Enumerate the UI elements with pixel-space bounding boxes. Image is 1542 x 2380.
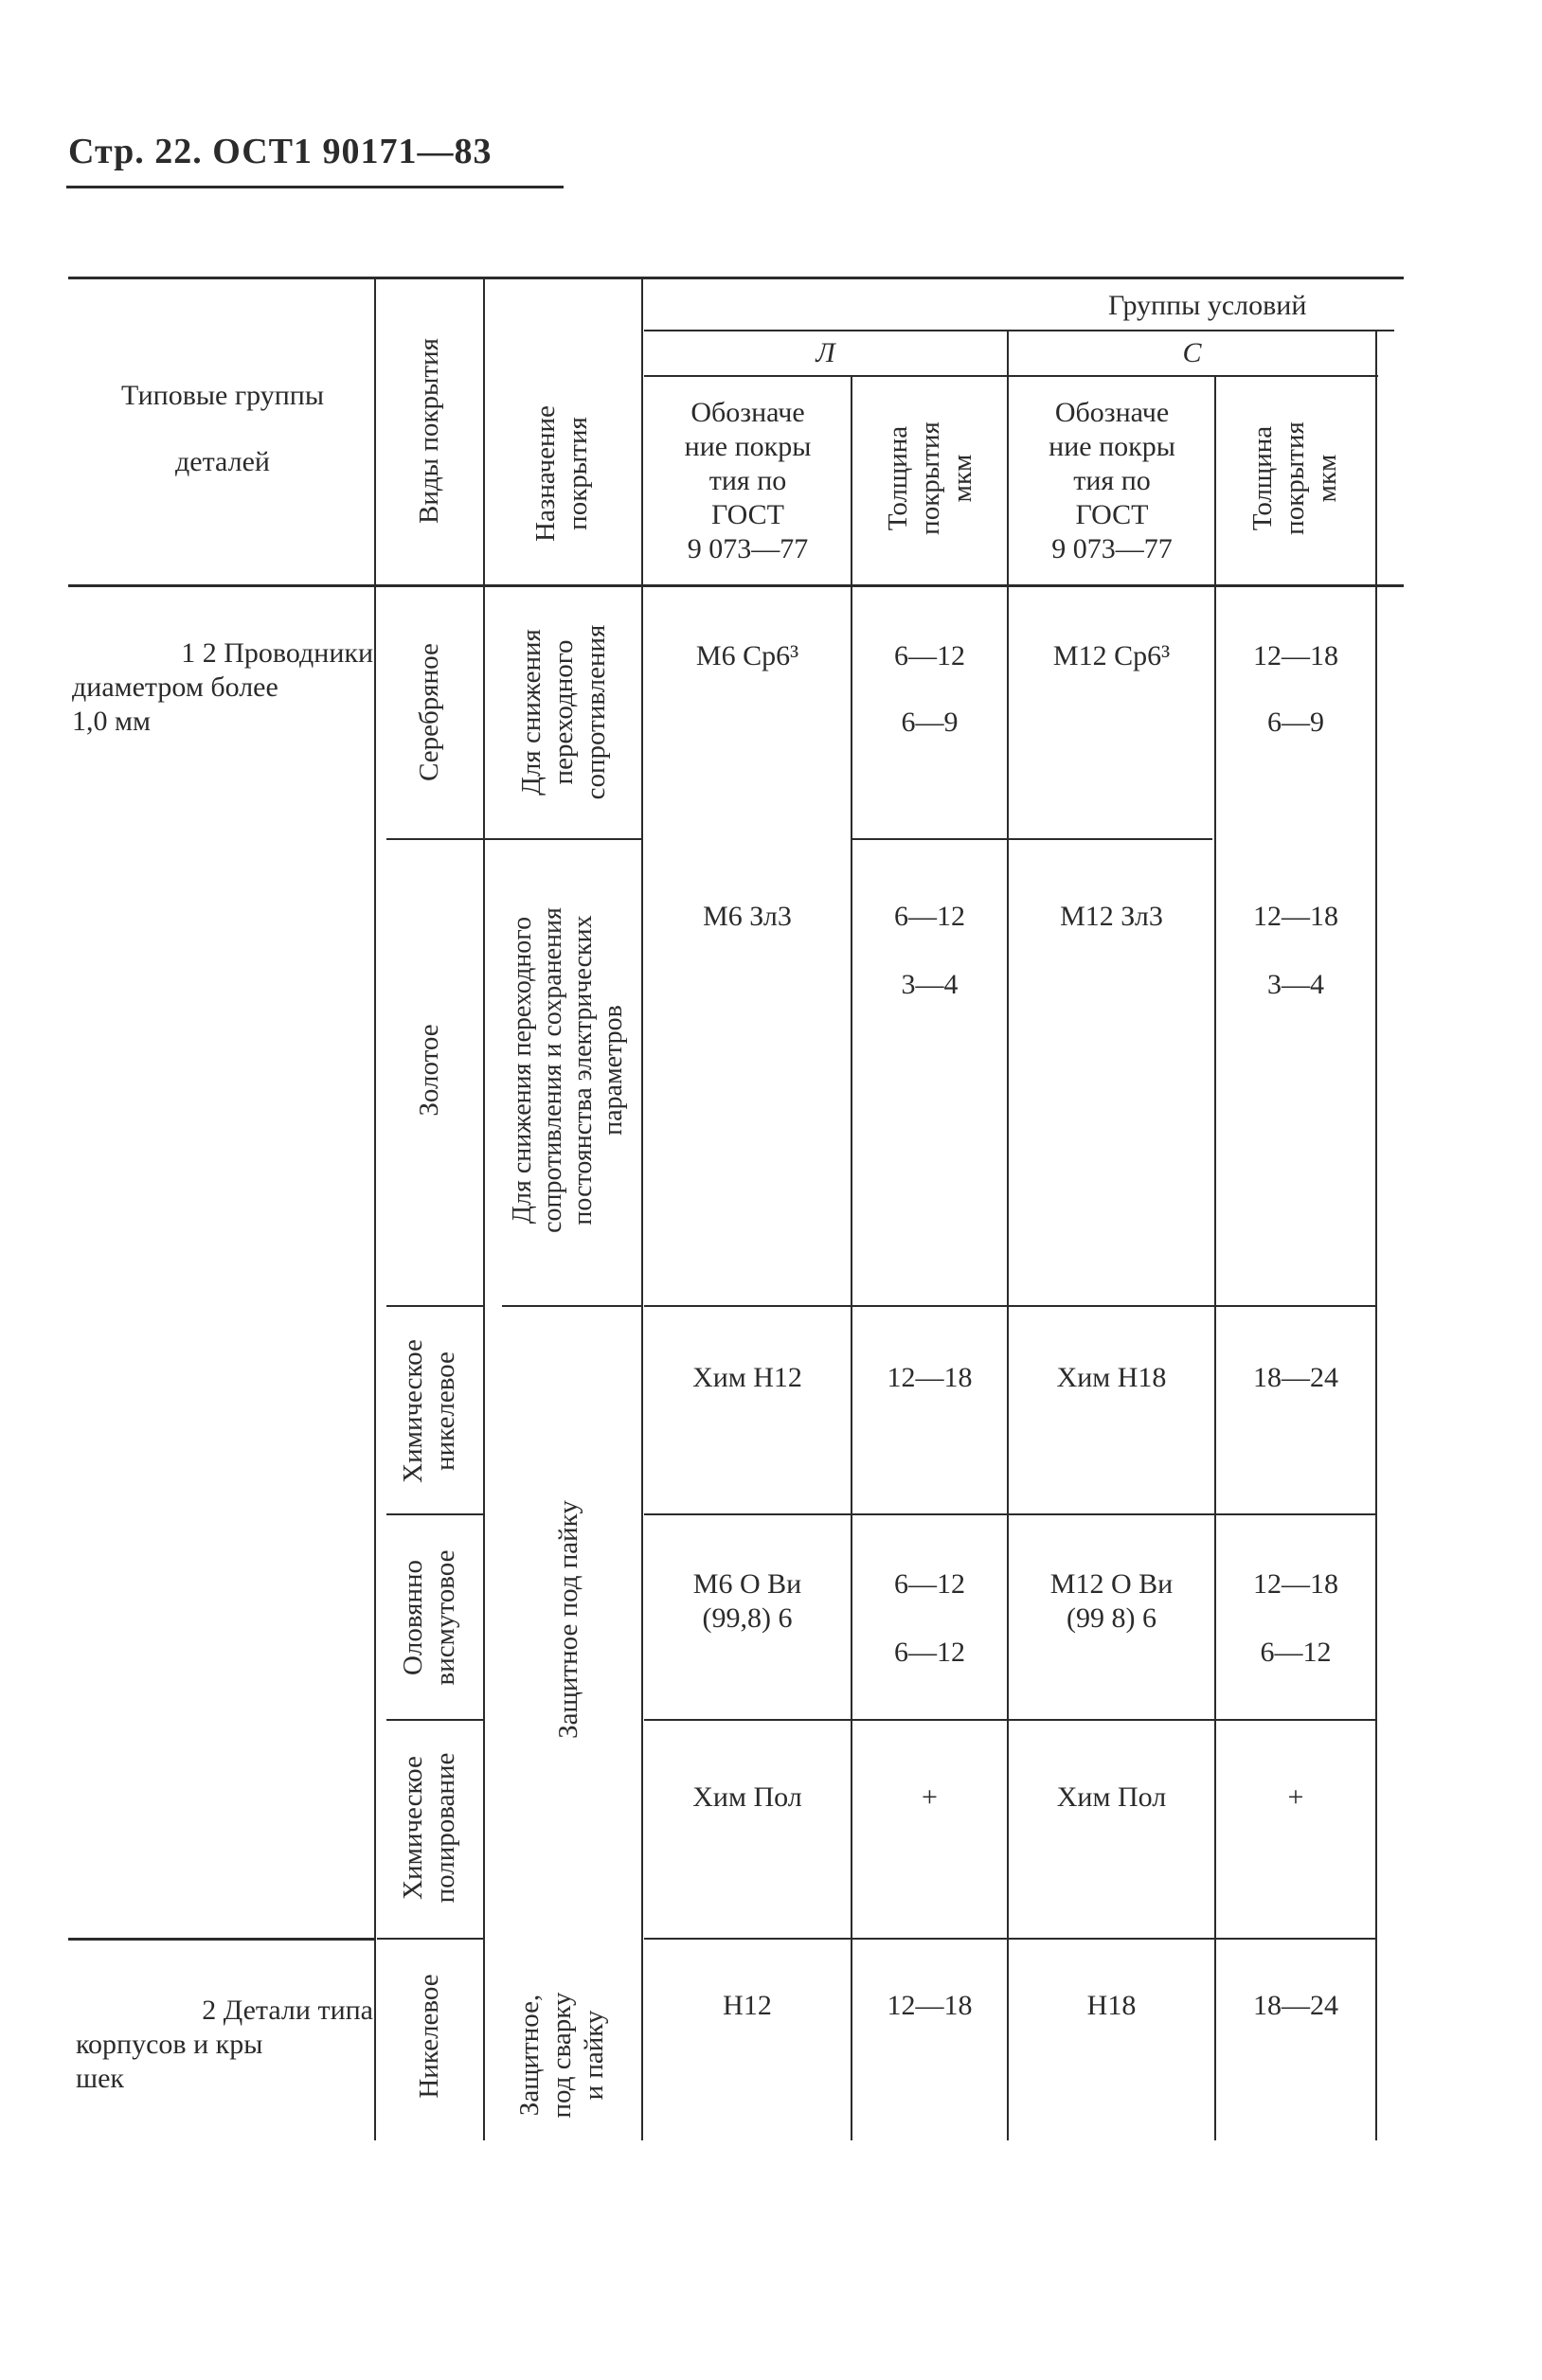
section2-part-l2: корпусов и кры (76, 2029, 263, 2060)
purpose-gold-l1: Для снижения переходного (508, 916, 537, 1225)
silver-C-desig: М12 Ср6³ (1052, 640, 1171, 671)
type-chem-nickel-l1: Химическое (398, 1339, 428, 1483)
col-rule-2 (483, 279, 485, 2140)
tin-bismuth-L-desig (644, 1567, 851, 1636)
col-rule-3 (641, 279, 643, 2140)
chem-nickel-L-thick: 12—18 (887, 1362, 973, 1393)
thick-C-l3: мкм (1312, 454, 1342, 503)
section2-part-l3: шек (76, 2063, 124, 2094)
col-rule-5 (1007, 331, 1009, 2140)
value-rule-4 (644, 1719, 1375, 1721)
tin-bismuth-C-desig (1009, 1567, 1214, 1636)
tin-bismuth-C-desig-l1: М12 О Ви (1049, 1568, 1174, 1600)
desig-L-l2: ние покры (684, 431, 812, 462)
chem-nickel-C-thick: 18—24 (1253, 1362, 1338, 1393)
header-thickness-L (882, 421, 978, 535)
purpose-silver-l2: переходного (548, 639, 579, 785)
value-rule-3 (644, 1513, 1375, 1515)
purpose-silver-l3: сопротивления (581, 624, 611, 800)
header-designation-C (1011, 396, 1213, 566)
type-rule-4 (386, 1719, 483, 1721)
section1-part-l1: 1 2 Проводники (181, 637, 373, 669)
desig-C-l2: ние покры (1049, 431, 1175, 462)
desig-C-l3: тия по (1073, 465, 1151, 496)
silver-C-thick-2: 6—9 (1267, 707, 1324, 738)
page-header: Стр. 22. ОСТ1 90171—83 (68, 132, 493, 171)
tin-bismuth-L-desig-l1: М6 О Ви (692, 1568, 802, 1600)
col-rule-1 (374, 279, 376, 2140)
header-parts-line2: деталей (175, 446, 270, 477)
nickel-C-thick: 18—24 (1253, 1990, 1338, 2021)
type-rule-1 (386, 838, 483, 840)
silver-L-desig: М6 Ср6³ (695, 640, 799, 671)
header-parts-line1: Типовые группы (121, 380, 324, 411)
type-chem-polish (397, 1753, 461, 1904)
header-group-C: С (1182, 337, 1202, 368)
header-purpose-line1: Назначение (530, 405, 561, 542)
tin-bismuth-L-thick-1: 6—12 (894, 1568, 965, 1600)
type-rule-2 (386, 1305, 483, 1307)
value-rule-5 (644, 1938, 1375, 1940)
type-tin-bismuth (397, 1550, 461, 1686)
section2-part-l1: 2 Детали типа (202, 1995, 373, 2026)
group-rule (644, 375, 1378, 377)
purpose-nickel (513, 1993, 610, 2119)
type-chem-nickel (397, 1339, 461, 1483)
purpose-nickel-l3: и пайку (579, 2010, 609, 2101)
tin-bismuth-C-desig-l2: (99 8) 6 (1067, 1602, 1156, 1634)
chem-polish-L-desig: Хим Пол (692, 1781, 802, 1813)
nickel-L-desig: Н12 (723, 1990, 772, 2021)
nickel-L-thick: 12—18 (887, 1990, 973, 2021)
header-bottom-rule (68, 584, 1404, 587)
conditions-rule (644, 330, 1394, 331)
header-thickness-C (1246, 421, 1343, 535)
purpose-silver-l1: Для снижения (516, 629, 547, 796)
header-coating-type: Виды покрытия (414, 338, 444, 524)
desig-C-l5: 9 073—77 (1051, 533, 1173, 564)
section2-part (76, 1994, 373, 2096)
tin-bismuth-L-desig-l2: (99,8) 6 (702, 1602, 793, 1634)
gold-C-desig: М12 Зл3 (1060, 901, 1163, 932)
silver-L-thick-2: 6—9 (901, 707, 959, 738)
gold-L-thick-1: 6—12 (894, 901, 965, 932)
silver-C-thick-1: 12—18 (1253, 640, 1338, 671)
tin-bismuth-L-thick-2: 6—12 (894, 1637, 965, 1668)
header-purpose (529, 405, 594, 542)
gold-C-thick-1: 12—18 (1253, 901, 1338, 932)
desig-C-l1: Обозначе (1054, 397, 1170, 428)
header-designation-L (646, 396, 850, 566)
purpose-silver (515, 625, 612, 800)
value-rule-1 (852, 838, 1212, 840)
desig-L-l5: 9 073—77 (687, 533, 809, 564)
type-nickel: Никелевое (414, 1974, 444, 2099)
type-chem-polish-l2: полирование (430, 1752, 460, 1904)
purpose-gold-l4: параметров (599, 1005, 628, 1136)
chem-polish-C-desig: Хим Пол (1056, 1781, 1167, 1813)
purpose-rule-2 (502, 1305, 642, 1307)
thick-C-l1: Толщина (1247, 425, 1278, 531)
header-underline (66, 186, 564, 188)
desig-C-l4: ГОСТ (1075, 499, 1149, 530)
type-silver: Серебряное (414, 643, 444, 781)
section1-part-l2: диаметром более (72, 671, 278, 703)
chem-nickel-C-desig: Хим Н18 (1056, 1362, 1167, 1393)
type-gold: Золотое (414, 1024, 444, 1117)
desig-L-l1: Обозначе (690, 397, 805, 428)
silver-L-thick-1: 6—12 (894, 640, 965, 671)
header-group-L: Л (816, 337, 835, 368)
gold-L-thick-2: 3—4 (901, 969, 959, 1000)
purpose-gold (508, 907, 629, 1233)
purpose-nickel-l2: под сварку (547, 1992, 577, 2119)
header-purpose-line2: покрытия (563, 417, 593, 530)
section-divider (68, 1938, 376, 1941)
tin-bismuth-C-thick-1: 12—18 (1253, 1568, 1338, 1600)
thick-L-l3: мкм (947, 454, 977, 503)
chem-polish-L-thick: + (922, 1781, 938, 1813)
tin-bismuth-C-thick-2: 6—12 (1260, 1637, 1332, 1668)
thick-L-l2: покрытия (915, 421, 945, 535)
section1-part (72, 636, 373, 739)
purpose-nickel-l1: Защитное, (514, 1994, 545, 2117)
type-tin-bismuth-l1: Оловянно (398, 1559, 428, 1676)
purpose-gold-l3: постоянства электрических (568, 915, 598, 1226)
desig-L-l4: ГОСТ (711, 499, 784, 530)
thick-C-l2: покрытия (1280, 421, 1310, 535)
table-top-rule (68, 277, 1404, 279)
type-tin-bismuth-l2: висмутовое (430, 1549, 460, 1686)
value-rule-2 (644, 1305, 1375, 1307)
section1-part-l3: 1,0 мм (72, 706, 151, 737)
nickel-C-desig: Н18 (1086, 1990, 1137, 2021)
thick-L-l1: Толщина (883, 425, 913, 531)
type-rule-5 (377, 1938, 483, 1940)
header-conditions-group: Группы условий (1108, 290, 1307, 321)
type-chem-nickel-l2: никелевое (430, 1351, 460, 1471)
purpose-rule-1 (485, 838, 642, 840)
desig-L-l3: тия по (708, 465, 787, 496)
chem-polish-C-thick: + (1287, 1781, 1304, 1813)
purpose-solder: Защитное под пайку (553, 1500, 583, 1739)
col-rule-7 (1375, 331, 1377, 2140)
type-rule-3 (386, 1513, 483, 1515)
gold-L-desig: М6 Зл3 (703, 901, 792, 932)
gold-C-thick-2: 3—4 (1267, 969, 1324, 1000)
type-chem-polish-l1: Химическое (398, 1756, 428, 1900)
purpose-gold-l2: сопротивления и сохранения (538, 907, 567, 1233)
chem-nickel-L-desig: Хим Н12 (692, 1362, 802, 1393)
